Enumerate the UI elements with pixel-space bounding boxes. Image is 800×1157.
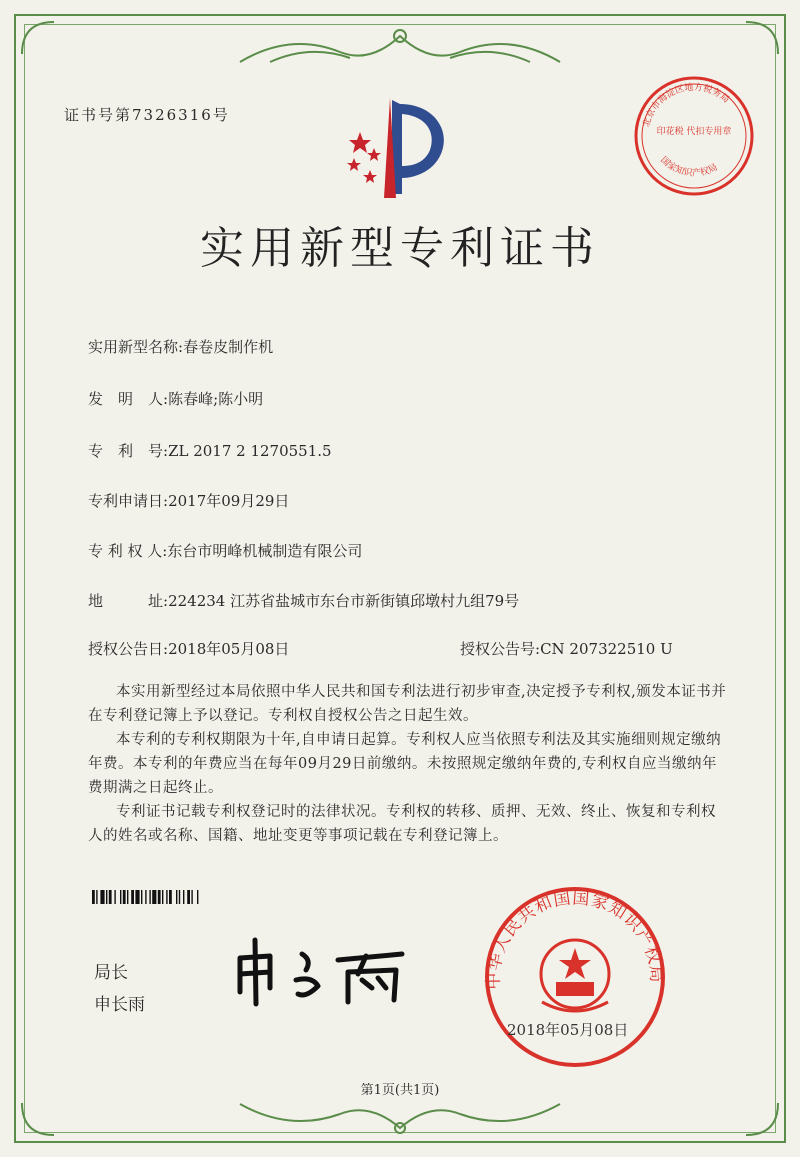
patent-office-logo <box>340 92 460 202</box>
field-value: 2017年09月29日 <box>168 492 290 510</box>
barcode-bar <box>158 890 161 904</box>
field-label: 发 明 人: <box>88 390 169 408</box>
seal-date: 2018年05月08日 <box>507 1021 629 1039</box>
barcode-bar <box>169 890 172 904</box>
corner-ornament-tr <box>742 18 782 58</box>
barcode-bar <box>179 890 180 904</box>
barcode-bar <box>123 890 126 904</box>
barcode <box>92 890 302 904</box>
certificate-number: 证书号第7326316号 <box>64 106 230 124</box>
tax-stamp-bottom-text: 国家知识产权局 <box>658 155 720 179</box>
field-label: 专利申请日: <box>88 492 169 510</box>
tax-stamp-center-text: 印花税 代扣专用章 <box>656 127 732 137</box>
field-utility-name <box>88 336 273 357</box>
svg-text:北京市海淀区地方税务局 <box>640 81 731 128</box>
barcode-bar <box>135 890 139 904</box>
barcode-bar <box>166 890 167 904</box>
paragraph-term: 本专利的专利权期限为十年,自申请日起算。专利权人应当依照专利法及其实施细则规定缴纳年费。本专利的年费应当在每年09月29日前缴纳。未按照规定缴纳年费的,专利权自应当缴纳年费期满之日起终止。 <box>88 732 722 796</box>
office-seal <box>480 882 670 1072</box>
field-label: 授权公告号: <box>460 640 541 658</box>
field-label: 实用新型名称: <box>88 338 184 356</box>
field-grant-date <box>88 638 289 659</box>
barcode-bar <box>127 890 128 904</box>
field-value: 224234 江苏省盐城市东台市新街镇邱墩村九组79号 <box>168 592 520 610</box>
bottom-ornament <box>230 1096 570 1140</box>
barcode-bar <box>145 890 146 904</box>
corner-ornament-br <box>742 1099 782 1139</box>
director-name: 申长雨 <box>94 995 145 1015</box>
field-label: 专 利 号: <box>88 442 169 460</box>
corner-ornament-tl <box>18 18 58 58</box>
barcode-bar <box>120 890 121 904</box>
field-label: 地 址: <box>88 592 169 610</box>
field-address <box>88 590 519 611</box>
certificate-title: 实用新型专利证书 <box>200 223 600 274</box>
field-value: 春卷皮制作机 <box>183 338 274 356</box>
page-info: 第1页(共1页) <box>360 1083 440 1098</box>
director-signature <box>226 930 416 1010</box>
barcode-bar <box>100 890 104 904</box>
field-application-date <box>88 490 289 511</box>
barcode-bar <box>131 890 134 904</box>
barcode-bar <box>149 890 150 904</box>
barcode-bar <box>109 890 112 904</box>
field-value: 2018年05月08日 <box>168 640 290 658</box>
field-value: 东台市明峰机械制造有限公司 <box>167 542 363 560</box>
field-value: ZL 2017 2 1270551.5 <box>168 442 332 460</box>
field-value: CN 207322510 U <box>540 640 673 658</box>
paragraph-legal-status: 专利证书记载专利权登记时的法律状况。专利权的转移、质押、无效、终止、恢复和专利权人的姓名或名称、国籍、地址变更等事项记载在专利登记簿上。 <box>88 804 716 844</box>
field-patentee <box>88 540 362 561</box>
director-title: 局长 <box>94 963 128 983</box>
svg-text:国家知识产权局 <box>658 155 719 179</box>
office-seal-text: 中华人民共和国国家知识产权局 <box>483 888 667 990</box>
barcode-bar <box>191 890 192 904</box>
barcode-bar <box>176 890 177 904</box>
corner-ornament-bl <box>18 1099 58 1139</box>
barcode-bar <box>197 890 198 904</box>
barcode-bar <box>141 890 142 904</box>
barcode-bar <box>106 890 107 904</box>
field-patent-number <box>88 440 332 461</box>
field-grant-number <box>460 638 673 659</box>
barcode-bar <box>114 890 115 904</box>
barcode-bar <box>96 890 97 904</box>
barcode-bar <box>187 890 190 904</box>
barcode-bar <box>162 890 163 904</box>
tax-stamp <box>630 72 758 200</box>
barcode-bar <box>92 890 95 904</box>
top-ornament <box>230 22 570 74</box>
barcode-bar <box>152 890 156 904</box>
field-inventor <box>88 388 263 409</box>
field-label: 专 利 权 人: <box>88 542 168 560</box>
paragraph-grant: 本实用新型经过本局依照中华人民共和国专利法进行初步审查,决定授予专利权,颁发本证书并在专利登记簿上予以登记。专利权自授权公告之日起生效。 <box>88 684 727 724</box>
tax-stamp-arc-text: 北京市海淀区地方税务局 <box>641 82 731 129</box>
field-value: 陈春峰;陈小明 <box>168 390 264 408</box>
barcode-bar <box>183 890 184 904</box>
field-label: 授权公告日: <box>88 640 169 658</box>
